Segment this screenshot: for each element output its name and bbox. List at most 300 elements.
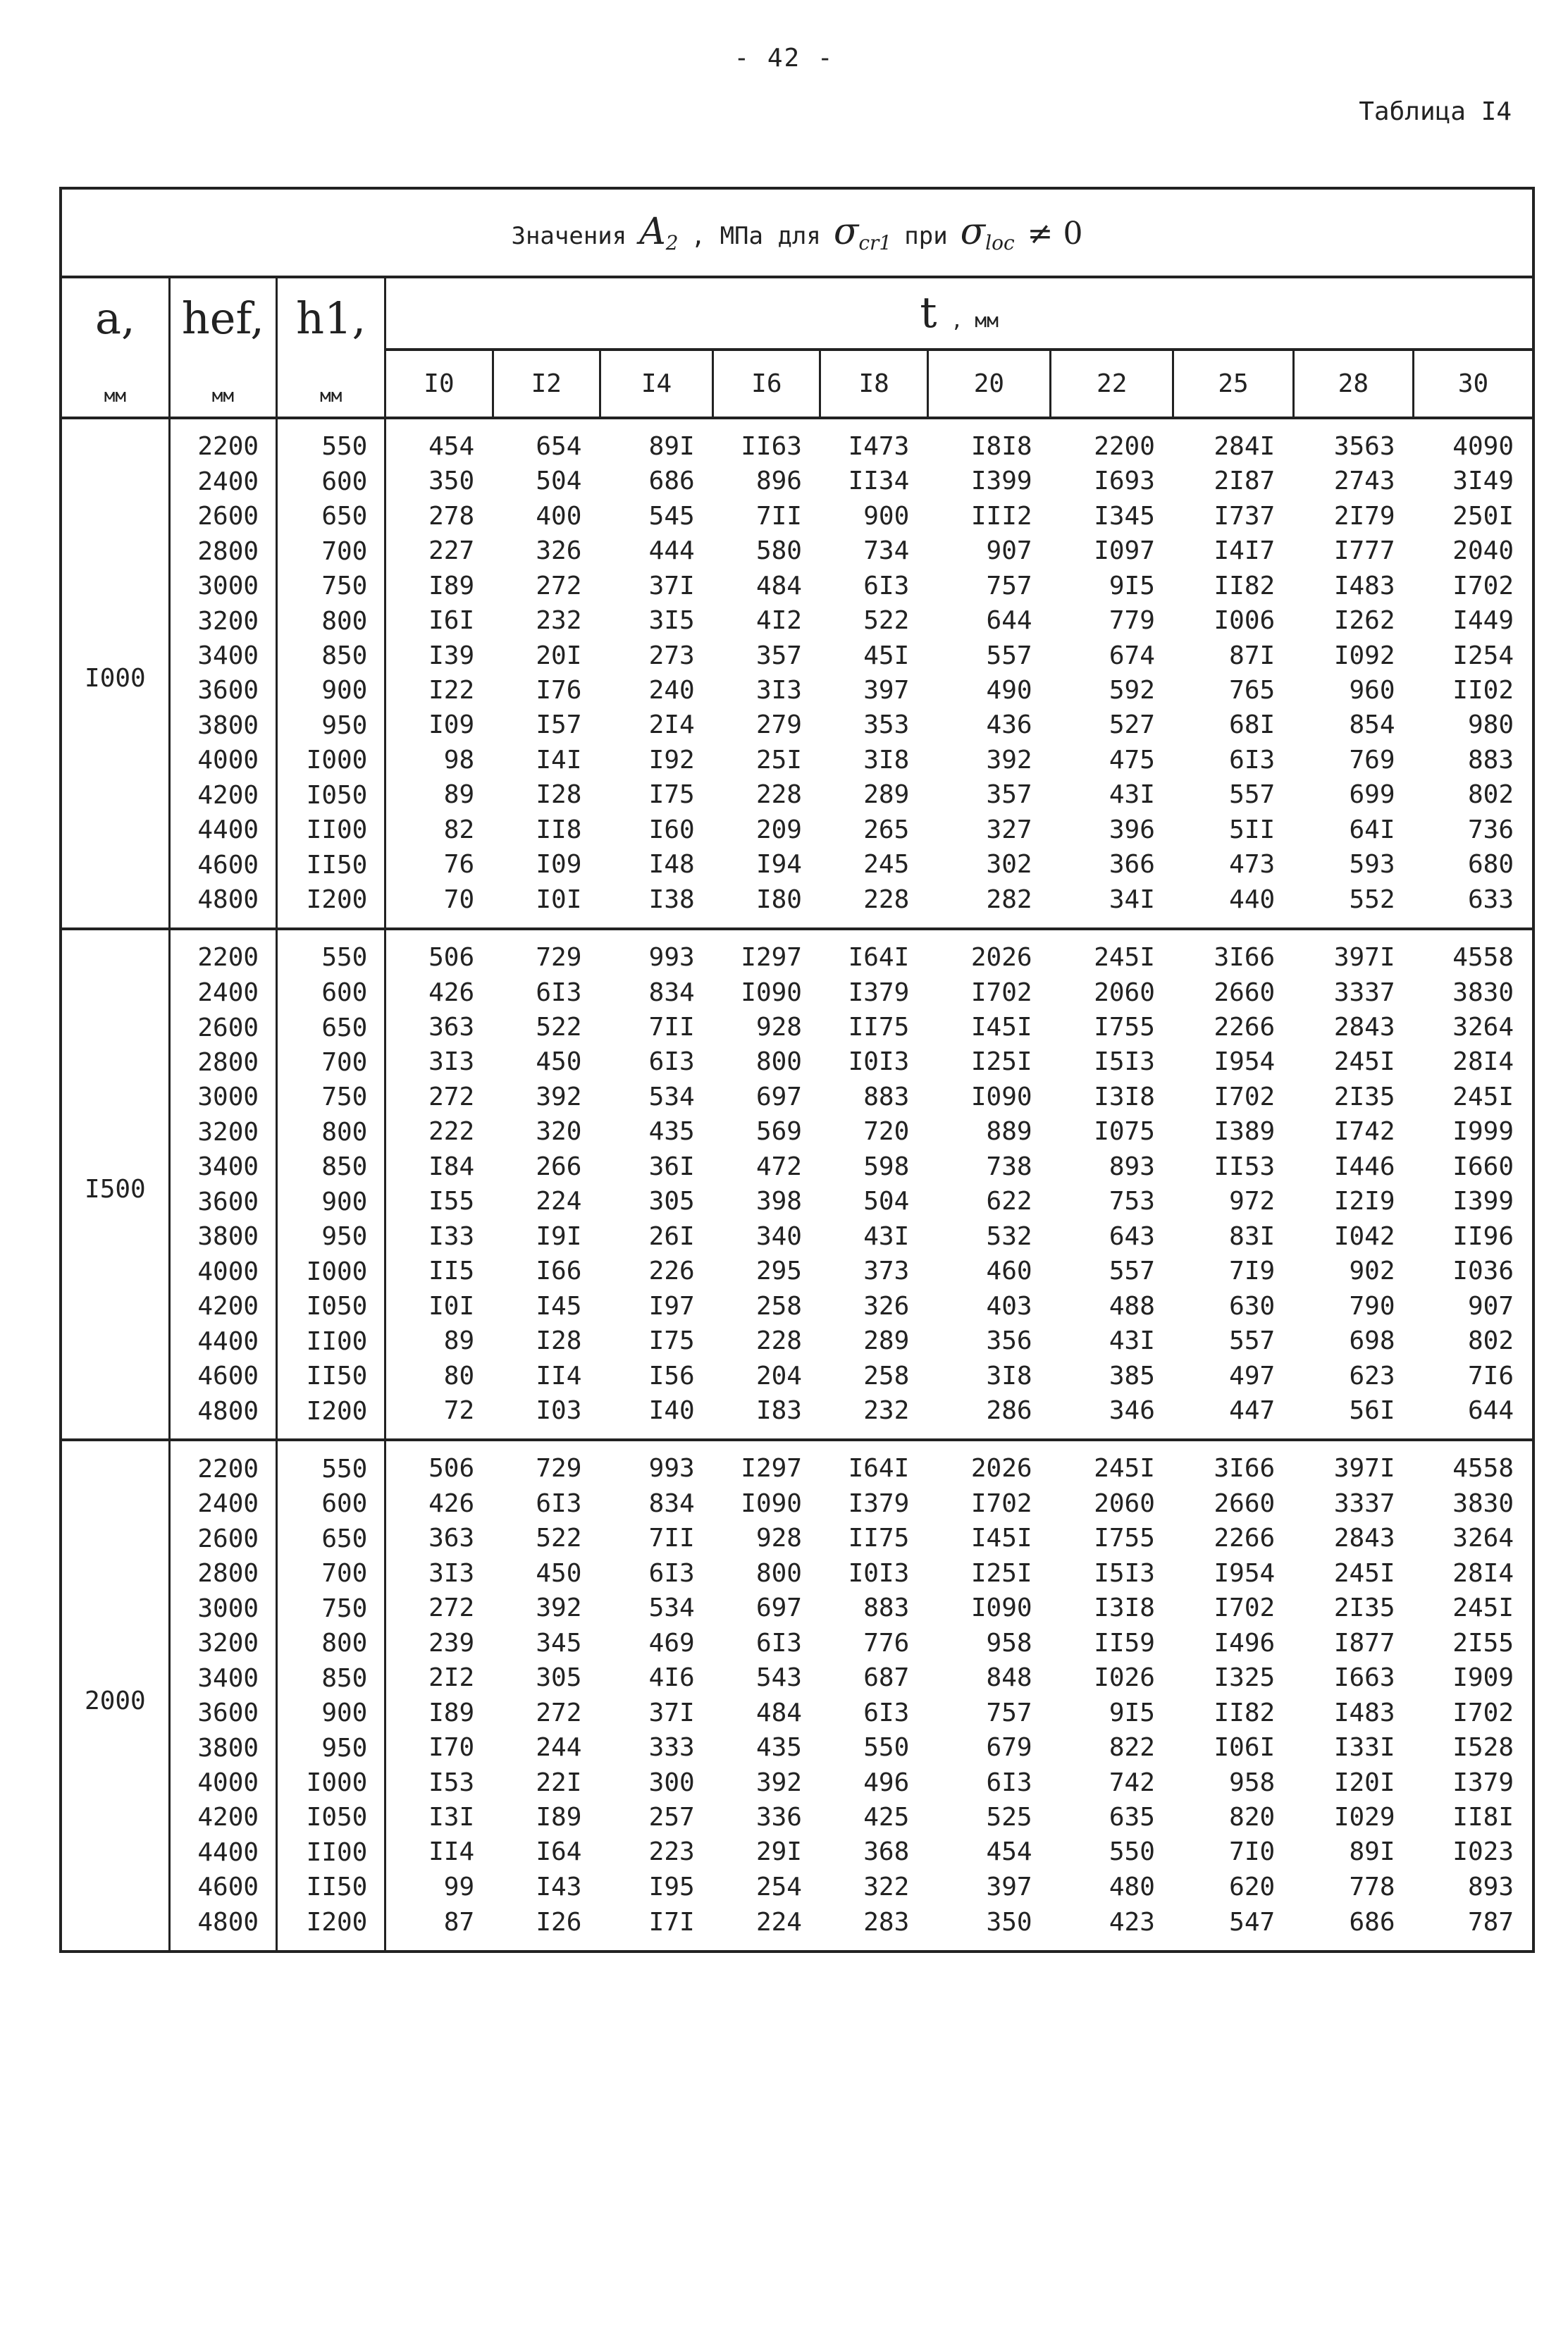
a2-value: 3337 (1333, 978, 1395, 1007)
a2-value: 4I6 (648, 1663, 695, 1693)
a2-value: 450 (536, 1047, 582, 1077)
a2-value: I5I3 (1094, 1047, 1155, 1077)
a2-value: 6I3 (536, 1488, 582, 1518)
a2-value: I090 (741, 978, 802, 1007)
a2-value: I702 (1452, 571, 1514, 600)
a2-value: I026 (1094, 1663, 1155, 1693)
a2-value: I89 (536, 1802, 582, 1832)
h1-value: 750 (277, 1080, 385, 1114)
a2-value: 357 (986, 780, 1032, 810)
table-row (61, 1835, 1533, 1870)
group-a-value: I000 (61, 418, 169, 929)
a2-value: II5 (385, 1254, 493, 1288)
a2-value: 278 (385, 499, 493, 534)
table-row (61, 1185, 1533, 1219)
table-row (61, 569, 1533, 603)
h1-value: I200 (277, 882, 385, 929)
a2-value: 3I3 (755, 675, 802, 705)
a2-value: 45I (863, 641, 910, 670)
a2-value: 557 (1109, 1257, 1155, 1286)
a2-value: 284I (1173, 418, 1293, 464)
table-row (61, 1730, 1533, 1765)
hef-value: 3400 (169, 1660, 276, 1695)
a2-value: 99 (385, 1870, 493, 1904)
a2-value: I0I3 (848, 1047, 910, 1077)
a2-value: 228 (755, 1326, 802, 1356)
header-t-value: I8 (820, 350, 927, 418)
a2-value: 928 (755, 1524, 802, 1553)
a2-value: 580 (755, 536, 802, 566)
table-row (61, 1115, 1533, 1149)
a2-value: 496 (863, 1768, 910, 1797)
a2-value: I39 (385, 639, 493, 673)
a2-value: 778 (1349, 1872, 1395, 1901)
a2-value: 83I (1229, 1221, 1276, 1251)
a2-value: 82 (385, 813, 493, 847)
a2-value: 3I8 (986, 1361, 1032, 1391)
hef-value: 4000 (169, 743, 276, 777)
a2-value: I64I (820, 929, 927, 975)
table-row (61, 603, 1533, 638)
a2-value: 302 (986, 850, 1032, 880)
a2-value: I755 (1094, 1013, 1155, 1042)
a2-value: 547 (1229, 1907, 1276, 1937)
table-row (61, 1522, 1533, 1556)
a2-value: 5II (1229, 815, 1276, 844)
hef-value: 2600 (169, 1522, 276, 1556)
header-t-value: I0 (385, 350, 493, 418)
a2-value: 527 (1109, 710, 1155, 740)
a2-value: II34 (848, 467, 910, 496)
a2-value: 484 (755, 1698, 802, 1727)
a2-value: 3264 (1452, 1013, 1514, 1042)
a2-value: 757 (986, 1698, 1032, 1727)
a2-value: 336 (755, 1802, 802, 1832)
header-t-value: I2 (493, 350, 600, 418)
header-hef (169, 277, 276, 418)
a2-value: 534 (648, 1594, 695, 1623)
a2-value: 250I (1452, 501, 1514, 531)
table-row (61, 1486, 1533, 1521)
a2-value: 254 (755, 1872, 802, 1901)
a2-value: 245I (1333, 1558, 1395, 1588)
a2-value: 753 (1109, 1187, 1155, 1216)
a2-value: I090 (970, 1082, 1032, 1111)
a2-value: 36I (648, 1152, 695, 1181)
a2-value: 7II (755, 501, 802, 531)
a2-value: 960 (1349, 675, 1395, 705)
a2-value: 228 (755, 780, 802, 810)
a2-value: 400 (536, 501, 582, 531)
a2-value: 363 (385, 1522, 493, 1556)
h1-value: 600 (277, 975, 385, 1010)
a2-value: I777 (1333, 536, 1395, 566)
a2-value: I023 (1452, 1837, 1514, 1867)
h1-value: 700 (277, 1045, 385, 1080)
a2-value: 357 (755, 641, 802, 670)
a2-value: I090 (741, 1488, 802, 1518)
a2-value: 2026 (927, 929, 1050, 975)
h1-value: I000 (277, 1765, 385, 1800)
group-a-value: I500 (61, 929, 169, 1440)
hef-value: 4200 (169, 1289, 276, 1324)
hef-value: 4800 (169, 1393, 276, 1440)
a2-value: 272 (536, 571, 582, 600)
a2-value: I06I (1214, 1733, 1276, 1763)
a2-value: 245I (1452, 1082, 1514, 1111)
a2-value: 266 (536, 1152, 582, 1181)
a2-value: 289 (863, 1326, 910, 1356)
a2-value: I4I7 (1214, 536, 1276, 566)
hef-value: 3200 (169, 1115, 276, 1149)
a2-value: 397 (986, 1872, 1032, 1901)
a2-value: 848 (986, 1663, 1032, 1693)
a2-value: 729 (493, 929, 600, 975)
a2-value: 240 (648, 675, 695, 705)
a2-value: 776 (863, 1628, 910, 1658)
a2-value: 447 (1229, 1396, 1276, 1426)
a2-value: I090 (970, 1594, 1032, 1623)
a2-value: I6I (385, 603, 493, 638)
a2-value: 2843 (1333, 1013, 1395, 1042)
a2-value: I702 (1214, 1594, 1276, 1623)
a2-value: 522 (536, 1013, 582, 1042)
a2-value: 397I (1293, 929, 1413, 975)
table-row (61, 534, 1533, 568)
a2-value: 3I66 (1173, 929, 1293, 975)
table-row (61, 778, 1533, 813)
a2-value: 993 (600, 929, 712, 975)
a2-value: 522 (863, 606, 910, 636)
a2-value: 889 (986, 1117, 1032, 1147)
a2-value: 802 (1467, 1326, 1514, 1356)
a2-value: 4558 (1414, 929, 1533, 975)
a2-value: 893 (1467, 1872, 1514, 1901)
a2-value: III2 (970, 501, 1032, 531)
hef-value: 2800 (169, 1045, 276, 1080)
a2-value: 7I9 (1229, 1257, 1276, 1286)
a2-value: 76 (385, 848, 493, 882)
a2-value: 6I3 (986, 1768, 1032, 1797)
table-row (61, 1149, 1533, 1184)
caption-symbol-a-sub: 2 (665, 230, 679, 254)
table-row (61, 639, 1533, 673)
a2-value: 4558 (1414, 1440, 1533, 1486)
a2-value: 426 (385, 975, 493, 1010)
header-t-value: 25 (1173, 350, 1293, 418)
values-table (59, 187, 1535, 1953)
a2-value: I702 (970, 978, 1032, 1007)
header-a-symbol: a, (95, 292, 135, 344)
hef-value: 3800 (169, 1219, 276, 1254)
a2-value: 506 (385, 929, 493, 975)
hef-value: 4000 (169, 1765, 276, 1800)
h1-value: II00 (277, 813, 385, 847)
a2-value: I092 (1333, 641, 1395, 670)
a2-value: I0I (385, 1289, 493, 1324)
a2-value: I76 (536, 675, 582, 705)
a2-value: 34I (1109, 884, 1155, 914)
caption-sigma2: σ (960, 210, 986, 253)
a2-value: I473 (820, 418, 927, 464)
a2-value: 245 (863, 850, 910, 880)
a2-value: I0I (536, 884, 582, 914)
h1-value: II50 (277, 848, 385, 882)
a2-value: 822 (1109, 1733, 1155, 1763)
h1-value: 600 (277, 1486, 385, 1521)
a2-value: I8I8 (927, 418, 1050, 464)
a2-value: 3I49 (1452, 467, 1514, 496)
a2-value: 282 (986, 884, 1032, 914)
a2-value: I33 (385, 1219, 493, 1254)
a2-value: 697 (755, 1594, 802, 1623)
a2-value: 245I (1051, 1440, 1173, 1486)
a2-value: I66 (536, 1257, 582, 1286)
a2-value: 3563 (1293, 418, 1413, 464)
a2-value: 557 (1229, 780, 1276, 810)
a2-value: 623 (1349, 1361, 1395, 1391)
header-t (385, 277, 1533, 350)
a2-value: I483 (1333, 1698, 1395, 1727)
a2-value: 89 (385, 1324, 493, 1358)
a2-value: I2I9 (1333, 1187, 1395, 1216)
a2-value: I45I (970, 1013, 1032, 1042)
a2-value: 769 (1349, 745, 1395, 775)
a2-value: 366 (1109, 850, 1155, 880)
a2-value: 87I (1229, 641, 1276, 670)
a2-value: 622 (986, 1187, 1032, 1216)
a2-value: 543 (755, 1663, 802, 1693)
a2-value: 2040 (1452, 536, 1514, 566)
a2-value: 729 (493, 1440, 600, 1486)
a2-value: 22I (536, 1768, 582, 1797)
a2-value: 6I3 (1229, 745, 1276, 775)
hef-value: 4200 (169, 778, 276, 813)
a2-value: 7I0 (1229, 1837, 1276, 1867)
a2-value: 286 (986, 1396, 1032, 1426)
a2-value: 322 (863, 1872, 910, 1901)
a2-value: I702 (1214, 1082, 1276, 1111)
header-t-value: 20 (927, 350, 1050, 418)
header-t-value: 22 (1051, 350, 1173, 418)
table-row (61, 1626, 1533, 1660)
h1-value: II00 (277, 1324, 385, 1358)
h1-value: 900 (277, 1696, 385, 1730)
a2-value: I737 (1214, 501, 1276, 531)
a2-value: 272 (385, 1080, 493, 1114)
a2-value: I97 (648, 1291, 695, 1321)
a2-value: 398 (755, 1187, 802, 1216)
a2-value: 353 (863, 710, 910, 740)
a2-value: 679 (986, 1733, 1032, 1763)
a2-value: 534 (648, 1082, 695, 1111)
a2-value: I33I (1333, 1733, 1395, 1763)
a2-value: I25I (970, 1047, 1032, 1077)
a2-value: 522 (536, 1524, 582, 1553)
a2-value: 43I (1109, 1326, 1155, 1356)
a2-value: I89 (385, 569, 493, 603)
a2-value: I94 (755, 850, 802, 880)
a2-value: I254 (1452, 641, 1514, 670)
a2-value: 245I (1333, 1047, 1395, 1077)
h1-value: 950 (277, 1219, 385, 1254)
a2-value: 2I79 (1333, 501, 1395, 531)
a2-value: 403 (986, 1291, 1032, 1321)
a2-value: 484 (755, 571, 802, 600)
a2-value: I446 (1333, 1152, 1395, 1181)
table-row (61, 1905, 1533, 1952)
table-caption (61, 188, 1533, 277)
a2-value: 2I35 (1333, 1082, 1395, 1111)
a2-value: 245I (1051, 929, 1173, 975)
a2-value: 3264 (1452, 1524, 1514, 1553)
a2-value: 557 (1229, 1326, 1276, 1356)
a2-value: 245I (1452, 1594, 1514, 1623)
hef-value: 2200 (169, 418, 276, 464)
a2-value: 490 (986, 675, 1032, 705)
header-t-value: I6 (713, 350, 820, 418)
a2-value: I262 (1333, 606, 1395, 636)
a2-value: 720 (863, 1117, 910, 1147)
a2-value: 450 (536, 1558, 582, 1588)
a2-value: II63 (713, 418, 820, 464)
h1-value: I050 (277, 1289, 385, 1324)
table-row (61, 1660, 1533, 1695)
a2-value: 6I3 (755, 1628, 802, 1658)
a2-value: 89I (1349, 1837, 1395, 1867)
hef-value: 4600 (169, 848, 276, 882)
hef-value: 2800 (169, 1556, 276, 1591)
a2-value: 896 (755, 467, 802, 496)
h1-value: 600 (277, 464, 385, 499)
table-row (61, 499, 1533, 534)
a2-value: I4I (536, 745, 582, 775)
a2-value: I660 (1452, 1152, 1514, 1181)
a2-value: 305 (648, 1187, 695, 1216)
a2-value: 2743 (1333, 467, 1395, 496)
a2-value: 834 (648, 1488, 695, 1518)
a2-value: 397I (1293, 1440, 1413, 1486)
hef-value: 4400 (169, 1324, 276, 1358)
table-row (61, 848, 1533, 882)
a2-value: 460 (986, 1257, 1032, 1286)
a2-value: 854 (1349, 710, 1395, 740)
table-row (61, 418, 1533, 464)
h1-value: 750 (277, 1591, 385, 1626)
a2-value: 883 (863, 1594, 910, 1623)
a2-value: 480 (1109, 1872, 1155, 1901)
a2-value: 232 (536, 606, 582, 636)
a2-value: 644 (986, 606, 1032, 636)
a2-value: 423 (1109, 1907, 1155, 1937)
a2-value: 425 (863, 1802, 910, 1832)
a2-value: I496 (1214, 1628, 1276, 1658)
a2-value: 300 (648, 1768, 695, 1797)
a2-value: 958 (986, 1628, 1032, 1658)
a2-value: 4I2 (755, 606, 802, 636)
a2-value: I84 (385, 1149, 493, 1184)
a2-value: I693 (1094, 467, 1155, 496)
a2-value: I449 (1452, 606, 1514, 636)
table-row (61, 1045, 1533, 1080)
header-t-unit: , мм (951, 309, 999, 333)
a2-value: 2I4 (648, 710, 695, 740)
a2-value: 3I3 (385, 1556, 493, 1591)
a2-value: 272 (385, 1591, 493, 1626)
a2-value: I042 (1333, 1221, 1395, 1251)
a2-value: 3337 (1333, 1488, 1395, 1518)
a2-value: 265 (863, 815, 910, 844)
a2-value: 734 (863, 536, 910, 566)
hef-value: 3800 (169, 1730, 276, 1765)
h1-value: II00 (277, 1835, 385, 1870)
a2-value: 472 (755, 1152, 802, 1181)
header-t-symbol: t (920, 288, 937, 338)
a2-value: 802 (1467, 780, 1514, 810)
a2-value: I64I (820, 1440, 927, 1486)
a2-value: 7II (648, 1013, 695, 1042)
a2-value: 902 (1349, 1257, 1395, 1286)
a2-value: 426 (385, 1486, 493, 1521)
a2-value: 928 (755, 1013, 802, 1042)
a2-value: I742 (1333, 1117, 1395, 1147)
a2-value: 226 (648, 1257, 695, 1286)
a2-value: 2060 (1094, 1488, 1155, 1518)
a2-value: II02 (1452, 675, 1514, 705)
h1-value: 850 (277, 1149, 385, 1184)
a2-value: I22 (385, 673, 493, 708)
a2-value: 620 (1229, 1872, 1276, 1901)
table-row (61, 743, 1533, 777)
a2-value: 43I (863, 1221, 910, 1251)
a2-value: II82 (1214, 571, 1276, 600)
h1-value: 700 (277, 1556, 385, 1591)
table-row (61, 929, 1533, 975)
a2-value: 2200 (1051, 418, 1173, 464)
a2-value: I9I (536, 1221, 582, 1251)
a2-value: 592 (1109, 675, 1155, 705)
a2-value: I036 (1452, 1257, 1514, 1286)
a2-value: 6I3 (648, 1558, 695, 1588)
table-row (61, 1393, 1533, 1440)
h1-value: 650 (277, 1010, 385, 1044)
a2-value: 273 (648, 641, 695, 670)
table-row (61, 813, 1533, 847)
h1-value: 550 (277, 418, 385, 464)
a2-value: 350 (385, 464, 493, 499)
header-a-unit: мм (104, 385, 127, 407)
a2-value: 7II (648, 1524, 695, 1553)
a2-value: II82 (1214, 1698, 1276, 1727)
a2-value: I7I (648, 1907, 695, 1937)
a2-value: I029 (1333, 1802, 1395, 1832)
a2-value: 488 (1109, 1291, 1155, 1321)
table-row (61, 1324, 1533, 1358)
a2-value: 3I8 (863, 745, 910, 775)
header-t-value: 30 (1414, 350, 1533, 418)
a2-value: 87 (385, 1905, 493, 1952)
table-row (61, 1219, 1533, 1254)
h1-value: 950 (277, 1730, 385, 1765)
a2-value: 820 (1229, 1802, 1276, 1832)
a2-value: I64 (536, 1837, 582, 1867)
a2-value: 440 (1229, 884, 1276, 914)
a2-value: I297 (713, 1440, 820, 1486)
a2-value: 765 (1229, 675, 1276, 705)
a2-value: I702 (970, 1488, 1032, 1518)
a2-value: 305 (536, 1663, 582, 1693)
a2-value: 340 (755, 1221, 802, 1251)
